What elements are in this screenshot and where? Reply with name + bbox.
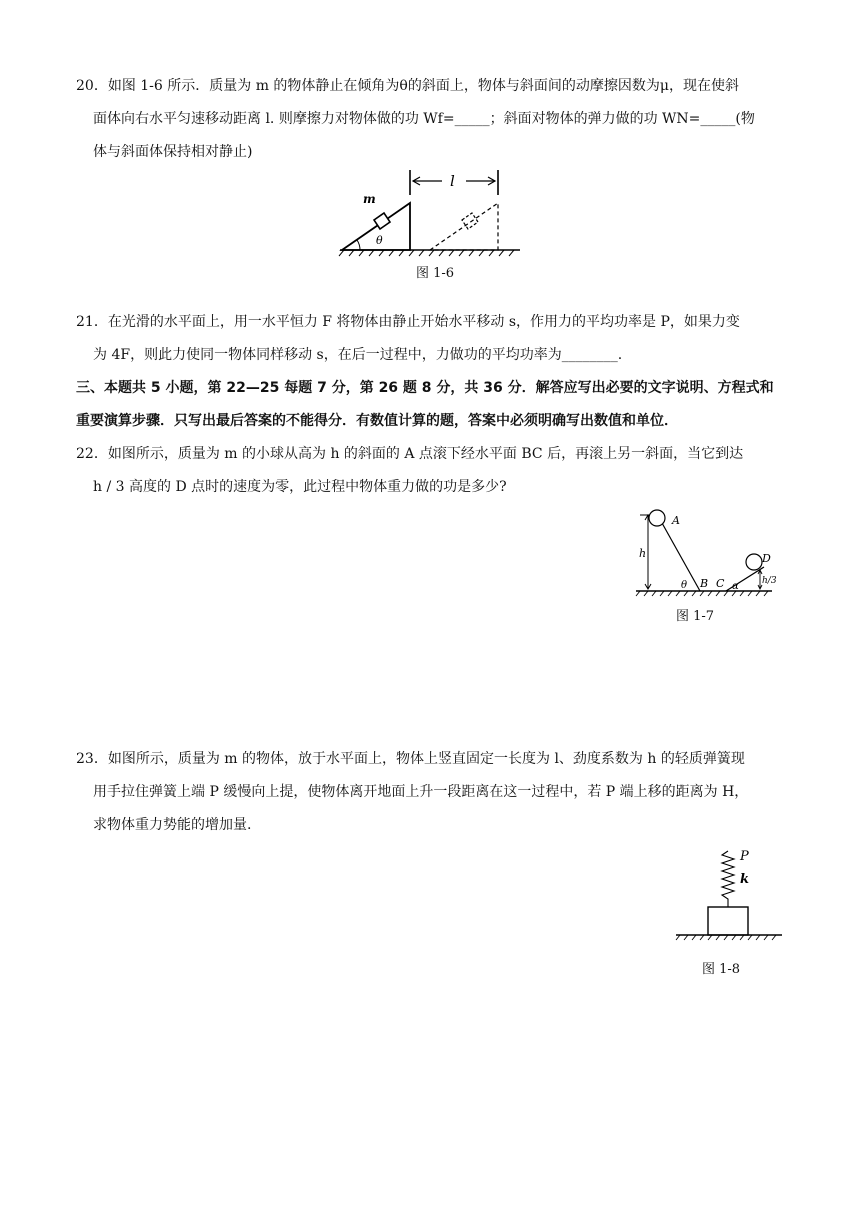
q21-line2: 为 4F，则此力使同一物体同样移动 s，在后一过程中，力做功的平均功率为________.: [93, 347, 623, 363]
fig16-caption: 图 1-6: [416, 266, 455, 281]
figure-1-6: [330, 165, 530, 265]
fig17-label-A: A: [672, 514, 680, 527]
q20-line1: 20．如图 1-6 所示．质量为 m 的物体静止在倾角为θ的斜面上，物体与斜面间的动摩擦因数为μ，现在使斜: [76, 78, 739, 94]
q22-line2: h / 3 高度的 D 点时的速度为零，此过程中物体重力做的功是多少?: [93, 479, 507, 495]
fig18-label-k: k: [740, 872, 750, 887]
section3-line1: 三、本题共 5 小题，第 22—25 每题 7 分，第 26 题 8 分，共 36 分．解答应写出必要的文字说明、方程式和: [76, 380, 774, 396]
fig17-label-B: B: [700, 577, 709, 590]
fig17-caption: 图 1-7: [676, 609, 715, 624]
q23-line1: 23．如图所示，质量为 m 的物体，放于水平面上，物体上竖直固定一长度为 l、劲度系数为 h 的轻质弹簧现: [76, 751, 745, 767]
fig16-label-m: m: [363, 192, 376, 206]
fig17-label-alpha: α: [732, 581, 739, 592]
fig18-caption: 图 1-8: [702, 962, 741, 977]
fig17-label-h3: h/3: [762, 576, 777, 586]
q22-line1: 22．如图所示，质量为 m 的小球从高为 h 的斜面的 A 点滚下经水平面 BC 后，再滚上另一斜面，当它到达: [76, 446, 744, 462]
q20-line3: 体与斜面体保持相对静止): [93, 144, 253, 160]
section3-line2: 重要演算步骤．只写出最后答案的不能得分．有数值计算的题，答案中必须明确写出数值和单位．: [76, 413, 678, 429]
fig17-label-D: D: [762, 552, 771, 565]
fig18-label-P: P: [740, 849, 749, 864]
q23-line3: 求物体重力势能的增加量.: [93, 817, 252, 833]
figure-1-8: [674, 845, 784, 945]
figure-1-7: [632, 505, 782, 605]
fig16-label-theta: θ: [376, 234, 383, 247]
q23-line2: 用手拉住弹簧上端 P 缓慢向上提，使物体离开地面上升一段距离在这一过程中，若 P 端上移的距离为 H，: [93, 784, 749, 800]
fig17-label-h: h: [639, 547, 647, 560]
fig16-label-l: l: [450, 172, 455, 190]
q20-line2: 面体向右水平匀速移动距离 l. 则摩擦力对物体做的功 Wf=_____；斜面对物体的弹力做的功 WN=_____(物: [93, 111, 755, 127]
fig17-label-C: C: [716, 577, 725, 590]
q21-line1: 21．在光滑的水平面上，用一水平恒力 F 将物体由静止开始水平移动 s，作用力的平均功率是 P，如果力变: [76, 314, 740, 330]
fig17-label-theta: θ: [681, 580, 688, 591]
